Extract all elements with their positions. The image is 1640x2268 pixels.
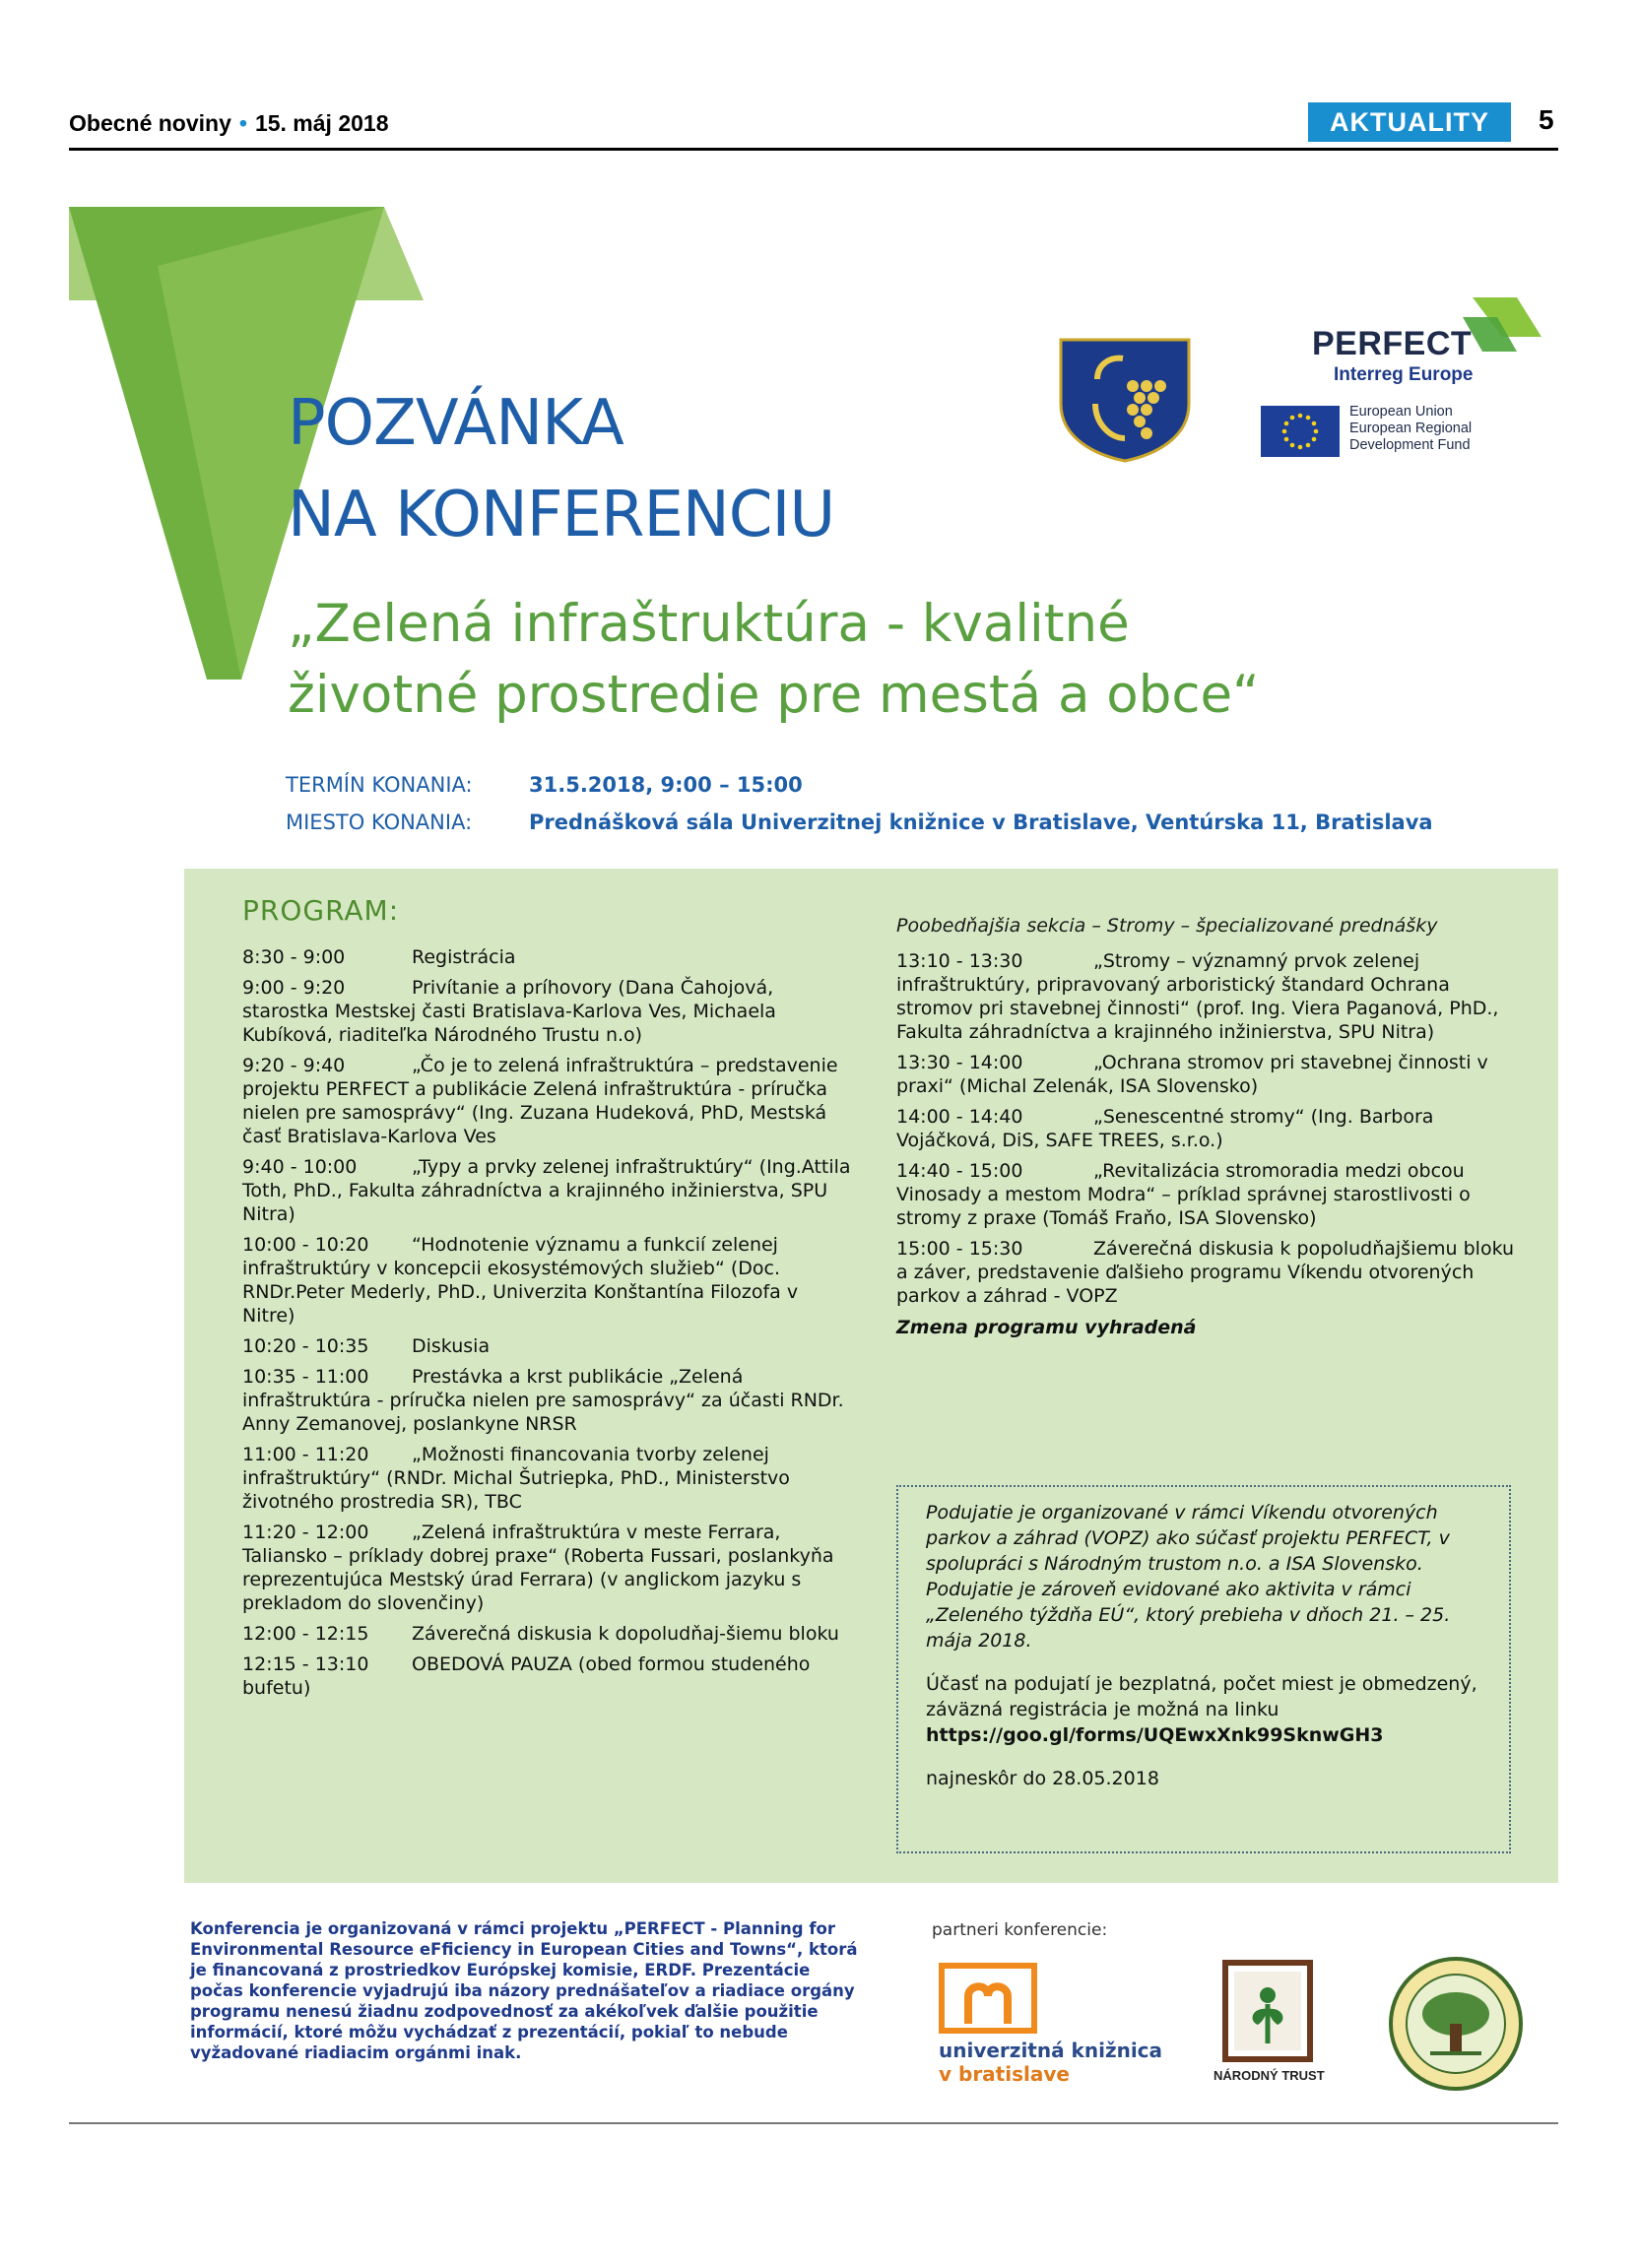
program-time: 15:00 - 15:30 [896, 1238, 1023, 1260]
program-time: 10:35 - 11:00 [242, 1366, 369, 1388]
program-time: 12:15 - 13:10 [242, 1653, 369, 1675]
program-text: Záverečná diskusia k popoludňajšiemu bloku a záver, predstavenie ďalšieho programu Víkendu otvorených parkov a záhrad - VOPZ [896, 1238, 1515, 1307]
program-item [242, 1652, 853, 1700]
university-library-logo-icon [939, 1963, 1037, 2034]
program-time: 10:00 - 10:20 [242, 1234, 369, 1256]
program-item [896, 1105, 1527, 1152]
date-label: TERMÍN KONANIA: [286, 773, 473, 797]
program-item [242, 1365, 853, 1436]
university-library-city: v bratislave [939, 2062, 1070, 2086]
program-text: „Zelená infraštruktúra v meste Ferrara, Taliansko – príklady dobrej praxe“ (Roberta Fussari, poslankyňa reprezentujúca Mestský úrad Ferrara) (v anglickom jazyku s prekladom do slovenčiny) [242, 1522, 834, 1614]
program-text: „Stromy – významný prvok zelenej infraštruktúry, pripravovaný arboristický štandard Ochrana stromov pri stavebnej činnosti“ (prof. Ing. Viera Paganová, PhD., Fakulta záhradníctva a krajinného inžinierstva, SPU Nitra) [896, 950, 1499, 1043]
subtitle-line-1: „Zelená infraštruktúra - kvalitné [288, 594, 1130, 654]
eu-fund-text: European Union European Regional Development Fund [1349, 404, 1473, 453]
note-paragraph-2: Účasť na podujatí je bezplatná, počet miest je obmedzený, záväzná registrácia je možná na linku [926, 1673, 1477, 1720]
grapes-crest-icon [1056, 335, 1194, 463]
program-time: 9:40 - 10:00 [242, 1156, 358, 1178]
program-item [896, 1159, 1527, 1230]
program-time: 13:30 - 14:00 [896, 1052, 1023, 1073]
program-item [896, 1237, 1527, 1308]
program-text: OBEDOVÁ PAUZA (obed formou studeného bufetu) [242, 1653, 811, 1699]
program-item [242, 1334, 853, 1358]
program-title: PROGRAM: [242, 894, 400, 927]
program-time: 9:20 - 9:40 [242, 1055, 346, 1076]
program-text: „Ochrana stromov pri stavebnej činnosti v praxi“ (Michal Zelenák, ISA Slovensko) [896, 1052, 1488, 1097]
footer-rule [69, 2122, 1558, 2124]
program-time: 13:10 - 13:30 [896, 950, 1023, 972]
partners-label: partneri konferencie: [932, 1920, 1108, 1940]
program-change-note: Zmena programu vyhradená [896, 1317, 1197, 1338]
section-badge: AKTUALITY [1308, 102, 1511, 142]
place-value: Prednášková sála Univerzitnej knižnice v Bratislave, Ventúrska 11, Bratislava [529, 810, 1433, 834]
program-text: Privítanie a príhovory (Dana Čahojová, starostka Mestskej časti Bratislava-Karlova Ves, Michaela Kubíková, riaditeľka Národného Trustu n.o) [242, 977, 776, 1046]
program-text: Diskusia [412, 1335, 491, 1357]
publication-line [69, 110, 389, 137]
issue-date: 15. máj 2018 [254, 110, 389, 136]
program-item [242, 1521, 853, 1615]
program-item [242, 976, 853, 1047]
perfect-logo-name: PERFECT [1312, 325, 1473, 362]
program-time: 8:30 - 9:00 [242, 946, 346, 968]
university-library-name: univerzitná knižnica [939, 2039, 1163, 2062]
header-rule [69, 148, 1558, 151]
program-text: „Senescentné stromy“ (Ing. Barbora Vojáčková, DiS, SAFE TREES, s.r.o.) [896, 1106, 1434, 1151]
program-item [242, 1443, 853, 1514]
program-text: Prestávka a krst publikácie „Zelená infraštruktúra - príručka nielen pre samosprávy“ za účasti RNDr. Anny Zemanovej, poslankyne NRSR [242, 1366, 844, 1435]
separator-dot: • [238, 110, 247, 136]
place-label: MIESTO KONANIA: [286, 810, 473, 834]
program-left-column [242, 945, 853, 1707]
eu-flag-icon [1261, 406, 1340, 457]
program-item [242, 1233, 853, 1328]
program-time: 11:20 - 12:00 [242, 1522, 369, 1543]
program-text: „Možnosti financovania tvorby zelenej infraštruktúry“ (RNDr. Michal Šutriepka, PhD., Ministerstvo životného prostredia SR), TBC [242, 1444, 790, 1513]
program-text: „Revitalizácia stromoradia medzi obcou Vinosady a mestom Modra“ – príklad správnej starostlivosti o stromy z praxe (Tomáš Fraňo, ISA Slovensko) [896, 1160, 1471, 1229]
program-item [896, 949, 1527, 1044]
program-time: 10:20 - 10:35 [242, 1335, 369, 1357]
program-item [242, 1155, 853, 1226]
program-right-column [896, 914, 1527, 1339]
program-time: 9:00 - 9:20 [242, 977, 346, 999]
registration-link[interactable]: https://goo.gl/forms/UQEwxXnk99SknwGH3 [926, 1724, 1384, 1746]
interreg-label: Interreg Europe [1334, 364, 1474, 385]
title-line-1: POZVÁNKA [288, 387, 623, 460]
national-trust-logo-icon [1222, 1960, 1313, 2062]
note-paragraph-1: Podujatie je organizované v rámci Víkendu otvorených parkov a záhrad (VOPZ) ako súčasť projektu PERFECT, v spolupráci s Národným trustom n.o. a ISA Slovensko. Podujatie je zároveň evidované ako aktivita v rámci „Zeleného týždňa EÚ“, ktorý prebieha v dňoch 21. – 25. mája 2018. [926, 1502, 1451, 1652]
isa-society-seal-icon [1387, 1955, 1525, 2093]
publication-name: Obecné noviny [69, 110, 231, 136]
date-value: 31.5.2018, 9:00 – 15:00 [529, 773, 803, 797]
program-text: “Hodnotenie významu a funkcií zelenej infraštruktúry v koncepcii ekosystémových služieb“ (Doc. RNDr.Peter Mederly, PhD., Univerzita Konštantína Filozofa v Nitre) [242, 1234, 799, 1327]
perfect-logo-mark [1463, 297, 1542, 356]
title-line-2: NA KONFERENCIU [288, 479, 835, 551]
registration-note [926, 1500, 1487, 1809]
program-item [896, 1051, 1527, 1098]
project-disclaimer: Konferencia je organizovaná v rámci projektu „PERFECT - Planning for Environmental Resource eFficiency in European Cities and Towns“, ktorá je financovaná z prostriedkov Európskej komisie, ERDF. Prezentácie počas konferencie vyjadrujú iba názory prednášateľov a riadiace orgány programu nenesú žiadnu zodpovednosť za akékoľvek ďalšie použitie informácií, ktoré môžu vychádzať z prezentácií, pokiaľ to nebude vyžadované riadiacim orgánmi inak. [190, 1919, 858, 2062]
national-trust-name: NÁRODNÝ TRUST [1214, 2068, 1325, 2083]
program-text: „Typy a prvky zelenej infraštruktúry“ (Ing.Attila Toth, PhD., Fakulta záhradníctva a krajinného inžinierstva, SPU Nitra) [242, 1156, 851, 1225]
page-number: 5 [1539, 104, 1554, 135]
program-text: Záverečná diskusia k dopoludňaj-šiemu bloku [412, 1623, 839, 1645]
program-time: 14:00 - 14:40 [896, 1106, 1023, 1128]
program-item [242, 945, 853, 969]
afternoon-section-heading: Poobedňajšia sekcia – Stromy – špecializované prednášky [896, 915, 1438, 937]
program-time: 14:40 - 15:00 [896, 1160, 1023, 1182]
program-time: 12:00 - 12:15 [242, 1623, 369, 1645]
program-time: 11:00 - 11:20 [242, 1444, 369, 1465]
program-text: Registrácia [412, 946, 516, 968]
program-item [242, 1054, 853, 1148]
subtitle-line-2: životné prostredie pre mestá a obce“ [288, 665, 1260, 725]
registration-deadline: najneskôr do 28.05.2018 [926, 1768, 1159, 1789]
program-item [242, 1622, 853, 1646]
program-text: „Čo je to zelená infraštruktúra – predstavenie projektu PERFECT a publikácie Zelená infraštruktúra - príručka nielen pre samosprávy“ (Ing. Zuzana Hudeková, PhD, Mestská časť Bratislava-Karlova Ves [242, 1055, 838, 1147]
